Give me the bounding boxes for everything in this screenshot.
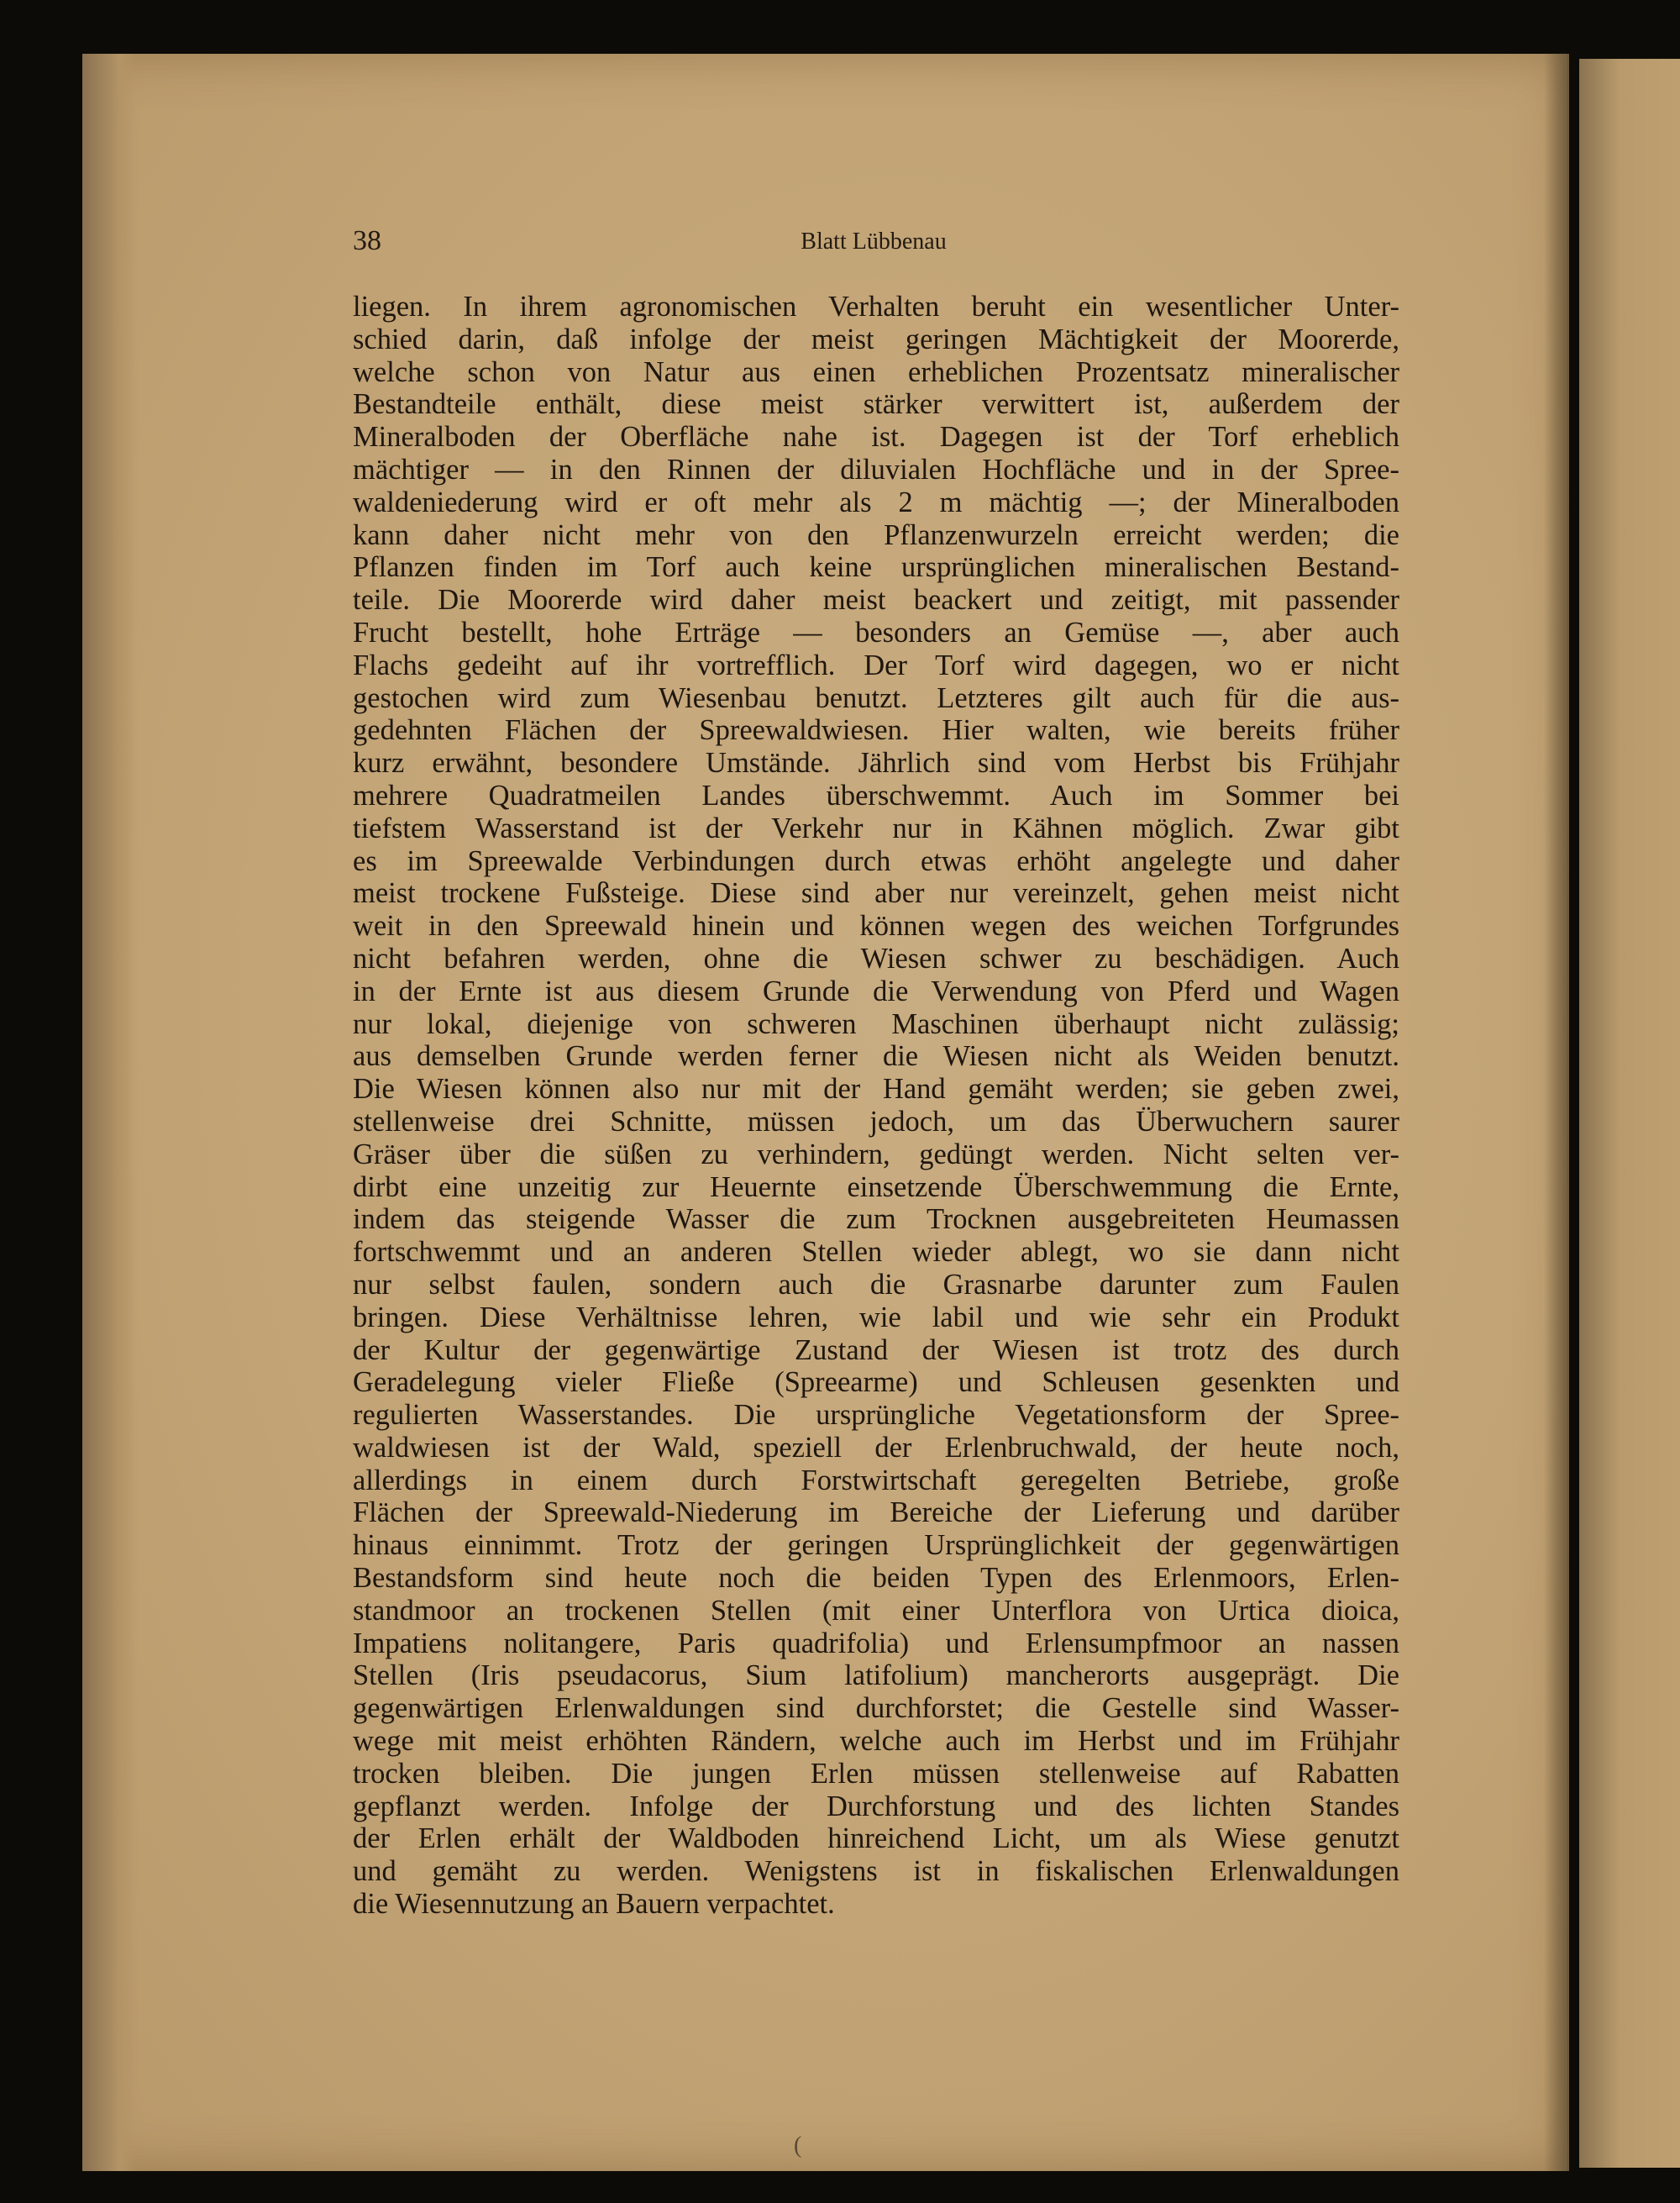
- text-line: mächtiger — in den Rinnen der diluvialen Hochfläche und in der Spree-: [353, 453, 1399, 486]
- text-line: Bestandteile enthält, diese meist stärker verwittert ist, außerdem der: [353, 388, 1399, 421]
- text-line: und gemäht zu werden. Wenigstens ist in fiskalischen Erlenwaldungen: [353, 1855, 1399, 1888]
- text-line: der Kultur der gegenwärtige Zustand der Wiesen ist trotz des durch: [353, 1333, 1399, 1366]
- page-gutter-shadow: [1544, 54, 1569, 2171]
- text-line: Gräser über die süßen zu verhindern, gedüngt werden. Nicht selten ver-: [353, 1138, 1399, 1170]
- text-line: fortschwemmt und an anderen Stellen wieder ablegt, wo sie dann nicht: [353, 1236, 1399, 1269]
- text-line: schied darin, daß infolge der meist geringen Mächtigkeit der Moorerde,: [353, 323, 1399, 355]
- page-edge-shadow: [82, 54, 136, 2171]
- text-line: trocken bleiben. Die jungen Erlen müssen stellenweise auf Rabatten: [353, 1757, 1399, 1790]
- page-number: 38: [353, 225, 381, 256]
- text-line: allerdings in einem durch Forstwirtschaft geregelten Betriebe, große: [353, 1464, 1399, 1496]
- text-line: bringen. Diese Verhältnisse lehren, wie labil und wie sehr ein Produkt: [353, 1301, 1399, 1333]
- text-line: waldwiesen ist der Wald, speziell der Erlenbruchwald, der heute noch,: [353, 1431, 1399, 1464]
- next-page-edge: [1579, 59, 1680, 2168]
- text-line: indem das steigende Wasser die zum Trocknen ausgebreiteten Heumassen: [353, 1203, 1399, 1236]
- text-line: hinaus einnimmt. Trotz der geringen Ursprünglichkeit der gegenwärtigen: [353, 1529, 1399, 1562]
- text-line: Flächen der Spreewald-Niederung im Bereiche der Lieferung und darüber: [353, 1496, 1399, 1529]
- text-line: in der Ernte ist aus diesem Grunde die Verwendung von Pferd und Wagen: [353, 975, 1399, 1007]
- text-line: gepflanzt werden. Infolge der Durchforstung und des lichten Standes: [353, 1790, 1399, 1822]
- text-line: liegen. In ihrem agronomischen Verhalten beruht ein wesentlicher Unter-: [353, 291, 1399, 323]
- text-line: die Wiesennutzung an Bauern verpachtet.: [353, 1888, 835, 1921]
- text-line: waldeniederung wird er oft mehr als 2 m mächtig —; der Mineralboden: [353, 486, 1399, 518]
- text-line: nur selbst faulen, sondern auch die Grasnarbe darunter zum Faulen: [353, 1268, 1399, 1301]
- text-line: dirbt eine unzeitig zur Heuernte einsetzende Überschwemmung die Ernte,: [353, 1170, 1399, 1203]
- text-line: standmoor an trockenen Stellen (mit einer Unterflora von Urtica dioica,: [353, 1594, 1399, 1627]
- text-line: tiefstem Wasserstand ist der Verkehr nur in Kähnen möglich. Zwar gibt: [353, 812, 1399, 844]
- text-line: nicht befahren werden, ohne die Wiesen schwer zu beschädigen. Auch: [353, 942, 1399, 975]
- text-line: kann daher nicht mehr von den Pflanzenwurzeln erreicht werden; die: [353, 518, 1399, 551]
- text-line: gestochen wird zum Wiesenbau benutzt. Letzteres gilt auch für die aus-: [353, 681, 1399, 714]
- text-line: stellenweise drei Schnitte, müssen jedoch, um das Überwuchern saurer: [353, 1105, 1399, 1138]
- text-line: Bestandsform sind heute noch die beiden Typen des Erlenmoors, Erlen-: [353, 1562, 1399, 1595]
- text-line: es im Spreewalde Verbindungen durch etwas erhöht angelegte und daher: [353, 844, 1399, 877]
- text-line: kurz erwähnt, besondere Umstände. Jährlich sind vom Herbst bis Frühjahr: [353, 747, 1399, 780]
- text-line: gedehnten Flächen der Spreewaldwiesen. Hier walten, wie bereits früher: [353, 714, 1399, 747]
- text-line: Die Wiesen können also nur mit der Hand gemäht werden; sie geben zwei,: [353, 1073, 1399, 1106]
- text-line: gegenwärtigen Erlenwaldungen sind durchforstet; die Gestelle sind Wasser-: [353, 1692, 1399, 1725]
- text-line: Mineralboden der Oberfläche nahe ist. Dagegen ist der Torf erheblich: [353, 421, 1399, 454]
- text-line: meist trockene Fußsteige. Diese sind aber nur vereinzelt, gehen meist nicht: [353, 877, 1399, 910]
- text-line: Flachs gedeiht auf ihr vortrefflich. Der Torf wird dagegen, wo er nicht: [353, 649, 1399, 681]
- page-mark: (: [794, 2132, 802, 2158]
- text-line: regulierten Wasserstandes. Die ursprüngliche Vegetationsform der Spree-: [353, 1399, 1399, 1432]
- text-line: Stellen (Iris pseudacorus, Sium latifolium) mancherorts ausgeprägt. Die: [353, 1659, 1399, 1692]
- text-line: mehrere Quadratmeilen Landes überschwemmt. Auch im Sommer bei: [353, 779, 1399, 812]
- text-line: nur lokal, diejenige von schweren Maschinen überhaupt nicht zulässig;: [353, 1007, 1399, 1040]
- text-line: der Erlen erhält der Waldboden hinreichend Licht, um als Wiese genutzt: [353, 1822, 1399, 1855]
- page-header: [353, 225, 1394, 259]
- text-line: wege mit meist erhöhten Rändern, welche auch im Herbst und im Frühjahr: [353, 1725, 1399, 1758]
- body-text: [353, 291, 1399, 1921]
- text-line: teile. Die Moorerde wird daher meist beackert und zeitigt, mit passender: [353, 584, 1399, 617]
- text-line: welche schon von Natur aus einen erheblichen Prozentsatz mineralischer: [353, 355, 1399, 388]
- text-line: weit in den Spreewald hinein und können wegen des weichen Torfgrundes: [353, 910, 1399, 943]
- text-line: Geradelegung vieler Fließe (Spreearme) und Schleusen gesenkten und: [353, 1366, 1399, 1399]
- text-line: Impatiens nolitangere, Paris quadrifolia) und Erlensumpfmoor an nassen: [353, 1627, 1399, 1659]
- text-line: Frucht bestellt, hohe Erträge — besonders an Gemüse —, aber auch: [353, 616, 1399, 649]
- text-line: aus demselben Grunde werden ferner die Wiesen nicht als Weiden benutzt.: [353, 1040, 1399, 1073]
- running-title: Blatt Lübbenau: [801, 229, 947, 255]
- text-line: Pflanzen finden im Torf auch keine ursprünglichen mineralischen Bestand-: [353, 551, 1399, 584]
